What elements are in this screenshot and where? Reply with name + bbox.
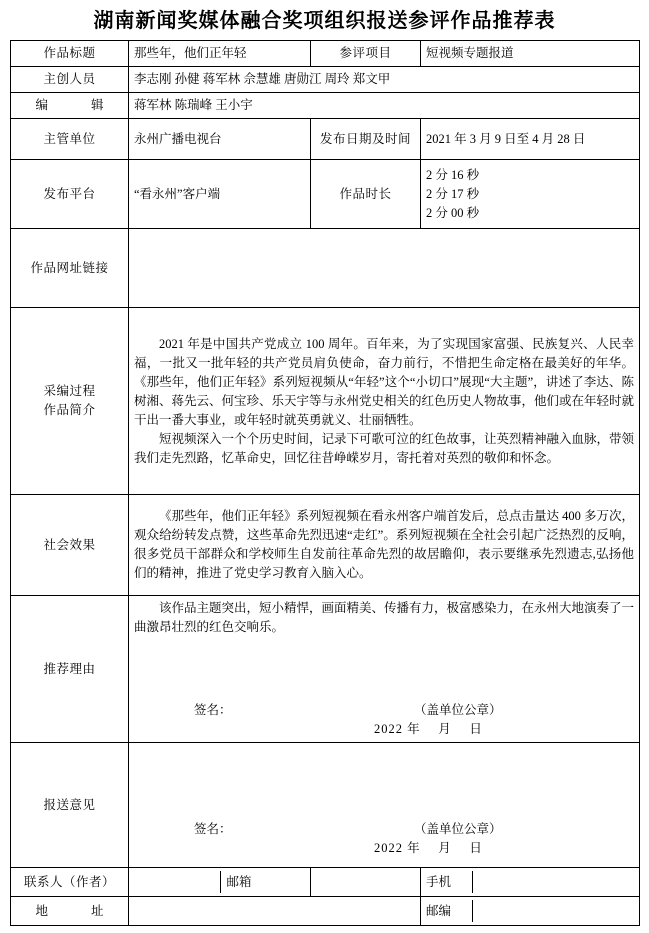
process-paragraph-1: 2021 年是中国共产党成立 100 周年。百年来，为了实现国家富强、民族复兴、人民幸福，一批又一批年轻的共产党员肩负使命，奋力前行，不惜把生命定格在最美好的年华。《那些年，他们正年轻》系列短视频从“年轻”这个“小切口”展现“大主题”，讲述了李达、陈树湘、蒋先云、何宝珍、乐天宇等与永州党史相关的红色历史人物故事，他们或在年轻时就干出一番大事业，或年轻时就英勇就义、壮丽牺牲。 — [134, 336, 635, 427]
label-contact-person: 联系人（作者） — [11, 868, 129, 897]
label-platform: 发布平台 — [11, 160, 129, 229]
duration-item-3: 2 分 00 秒 — [426, 205, 480, 220]
recommend-seal-label: （盖单位公章） — [414, 703, 502, 717]
label-effect: 社会效果 — [11, 495, 129, 596]
submit-spacer — [134, 752, 634, 814]
label-url: 作品网址链接 — [11, 229, 129, 308]
recommend-signature-label[interactable]: 签名： — [194, 703, 232, 717]
value-duration[interactable] — [421, 160, 640, 229]
contact-person-input[interactable] — [134, 871, 220, 893]
value-category[interactable]: 短视频专题报道 — [421, 41, 640, 67]
label-phone: 手机 — [426, 871, 473, 893]
submit-signature-row — [134, 820, 634, 839]
table-row-submit — [11, 743, 640, 868]
table-row-editors — [11, 93, 640, 119]
label-process — [11, 308, 129, 495]
recommendation-form-table — [10, 40, 640, 926]
label-editors: 编 辑 — [11, 93, 129, 119]
page-title: 湖南新闻奖媒体融合奖项组织报送参评作品推荐表 — [93, 10, 556, 32]
value-platform[interactable]: “看永州”客户端 — [129, 160, 311, 229]
duration-item-1: 2 分 16 秒 — [426, 167, 480, 182]
label-email: 邮箱 — [226, 874, 252, 889]
value-email[interactable] — [311, 868, 421, 897]
value-publish-date[interactable]: 2021 年 3 月 9 日至 4 月 28 日 — [421, 119, 640, 160]
recommend-paragraph: 该作品主题突出，短小精悍，画面精美、传播有力，极富感染力，在永州大地演奏了一曲激昂壮烈的红色交响乐。 — [134, 601, 635, 634]
label-unit: 主管单位 — [11, 119, 129, 160]
label-address: 地 址 — [11, 897, 129, 926]
table-row-recommend — [11, 596, 640, 743]
value-recommend[interactable] — [129, 596, 640, 743]
recommend-signature-row — [134, 701, 634, 720]
label-process-line2: 作品简介 — [43, 403, 96, 417]
value-creators[interactable]: 李志刚 孙健 蒋军林 佘慧雄 唐勋江 周玲 郑文甲 — [129, 67, 640, 93]
label-submit: 报送意见 — [11, 743, 129, 868]
value-effect[interactable] — [129, 495, 640, 596]
label-process-line1: 采编过程 — [43, 384, 96, 398]
value-process[interactable] — [129, 308, 640, 495]
value-submit[interactable] — [129, 743, 640, 868]
value-address[interactable] — [129, 897, 421, 926]
label-category: 参评项目 — [311, 41, 421, 67]
duration-item-2: 2 分 17 秒 — [426, 186, 480, 201]
table-row-creators — [11, 67, 640, 93]
value-unit[interactable]: 永州广播电视台 — [129, 119, 311, 160]
value-work-title[interactable]: 那些年，他们正年轻 — [129, 41, 311, 67]
value-phone-cell[interactable] — [421, 868, 640, 897]
postcode-input[interactable] — [473, 900, 635, 922]
value-editors[interactable]: 蒋军林 陈瑞峰 王小宇 — [129, 93, 640, 119]
value-contact-person[interactable] — [129, 868, 311, 897]
table-row-contact — [11, 868, 640, 897]
label-postcode: 邮编 — [426, 900, 473, 922]
table-row-url — [11, 229, 640, 308]
phone-input[interactable] — [473, 871, 635, 893]
table-row-title — [11, 41, 640, 67]
table-row-effect — [11, 495, 640, 596]
label-publish-date: 发布日期及时间 — [311, 119, 421, 160]
label-duration: 作品时长 — [311, 160, 421, 229]
value-postcode-cell[interactable] — [421, 897, 640, 926]
submit-signature-label[interactable]: 签名： — [194, 822, 232, 836]
recommend-date-label[interactable]: 2022 年 月 日 — [374, 722, 483, 736]
effect-paragraph: 《那些年，他们正年轻》系列短视频在看永州客户端首发后，总点击量达 400 多万次，观众给纷转发点赞，这些革命先烈迅速“走红”。系列短视频在全社会引起广泛热烈的反响，很多党员干部群众和学校师生自发前往革命先烈的故居瞻仰，表示要继承先烈遗志,弘扬他们的精神，推进了党史学习教育入脑入心。 — [134, 509, 635, 580]
label-recommend: 推荐理由 — [11, 596, 129, 743]
value-url[interactable] — [129, 229, 640, 308]
submit-seal-label: （盖单位公章） — [414, 822, 502, 836]
table-row-process — [11, 308, 640, 495]
submit-date-label[interactable]: 2022 年 月 日 — [374, 841, 483, 855]
label-work-title: 作品标题 — [11, 41, 129, 67]
table-row-unit — [11, 119, 640, 160]
recommend-spacer — [134, 637, 634, 695]
process-paragraph-2: 短视频深入一个个历史时间，记录下可歌可泣的红色故事，让英烈精神融入血脉，带领我们走先烈路，忆革命史，回忆往昔峥嵘岁月，寄托着对英烈的敬仰和怀念。 — [134, 431, 635, 465]
table-row-address — [11, 897, 640, 926]
table-row-platform — [11, 160, 640, 229]
label-creators: 主创人员 — [11, 67, 129, 93]
